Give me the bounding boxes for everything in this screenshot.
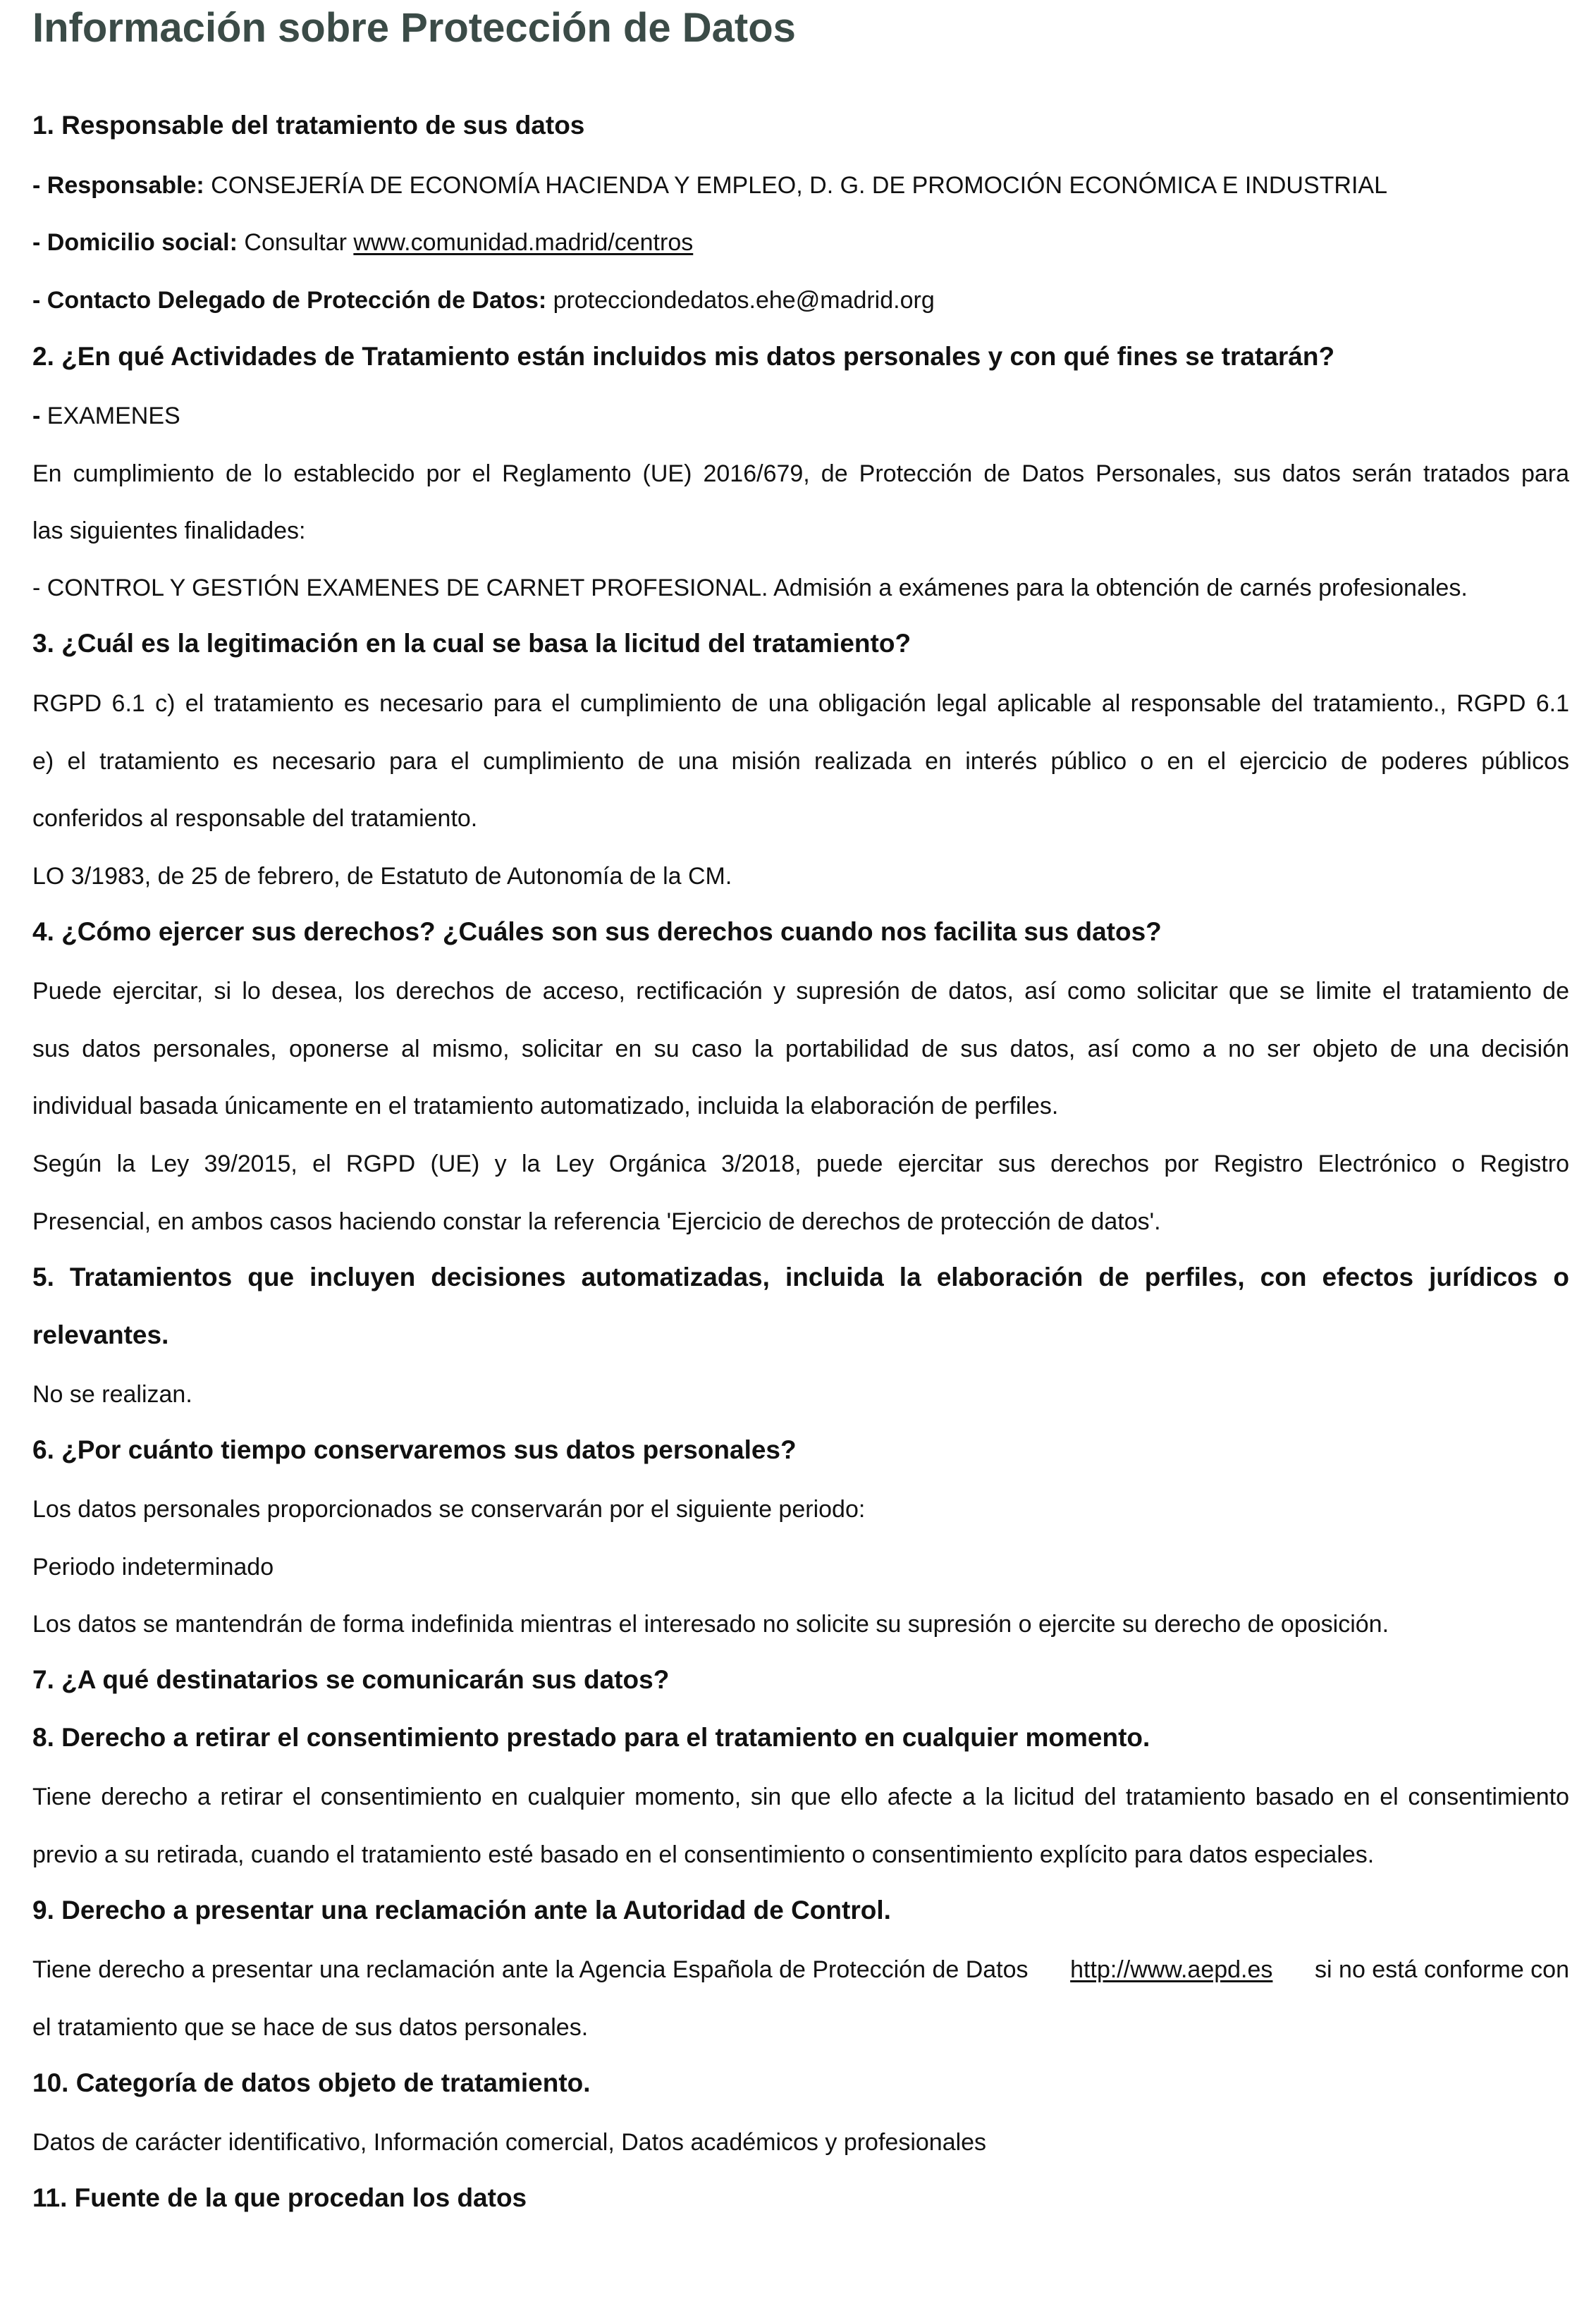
section-3-paragraph-line: conferidos al responsable del tratamiento.: [32, 805, 478, 832]
activity-name: EXAMENES: [40, 403, 180, 429]
activity-dash: -: [32, 403, 41, 429]
aepd-prefix: Tiene derecho a presentar una reclamación ante la Agencia Española de Protección de Datos: [32, 1956, 1029, 1983]
responsable-line: [32, 171, 1387, 200]
section-5-heading: relevantes.: [32, 1320, 169, 1349]
section-6-text: Los datos personales proporcionados se conservarán por el siguiente periodo:: [32, 1496, 866, 1523]
section-4-heading: 4. ¿Cómo ejercer sus derechos? ¿Cuáles son sus derechos cuando nos facilita sus datos?: [32, 917, 1162, 946]
contacto-label: - Contacto Delegado de Protección de Datos:: [32, 287, 547, 314]
section-1-heading: 1. Responsable del tratamiento de sus datos: [32, 111, 585, 140]
section-7-heading: 7. ¿A qué destinatarios se comunicarán sus datos?: [32, 1665, 670, 1694]
section-5-heading: 5. Tratamientos que incluyen decisiones automatizadas, incluida la elaboración de perfiles, con efectos jurídicos o: [32, 1263, 1569, 1291]
section-8-heading: 8. Derecho a retirar el consentimiento prestado para el tratamiento en cualquier momento.: [32, 1723, 1150, 1752]
domicilio-label: - Domicilio social:: [32, 229, 238, 256]
section-4-paragraph-line: individual basada únicamente en el tratamiento automatizado, incluida la elaboración de perfiles.: [32, 1093, 1059, 1119]
section-6-text: Los datos se mantendrán de forma indefinida mientras el interesado no solicite su supresión o ejercite su derecho de oposición.: [32, 1611, 1389, 1638]
section-10-heading: 10. Categoría de datos objeto de tratamiento.: [32, 2068, 591, 2097]
section-9-paragraph-line: [32, 1956, 1569, 1984]
section-9-paragraph-line: el tratamiento que se hace de sus datos personales.: [32, 2014, 589, 2041]
section-8-paragraph-line: Tiene derecho a retirar el consentimiento en cualquier momento, sin que ello afecte a la licitud del tratamiento basado en el consentimiento: [32, 1784, 1569, 1810]
section-5-text: No se realizan.: [32, 1381, 192, 1408]
section-2-paragraph-line: las siguientes finalidades:: [32, 517, 306, 544]
section-4-paragraph-line: Puede ejercitar, si lo desea, los derechos de acceso, rectificación y supresión de datos, así como solicitar que se limite el tratamiento de: [32, 978, 1569, 1005]
section-2-heading: 2. ¿En qué Actividades de Tratamiento están incluidos mis datos personales y con qué fines se tratarán?: [32, 342, 1335, 371]
domicilio-line: [32, 228, 693, 257]
section-3-law: LO 3/1983, de 25 de febrero, de Estatuto de Autonomía de la CM.: [32, 863, 732, 890]
section-2-purpose: - CONTROL Y GESTIÓN EXAMENES DE CARNET PROFESIONAL. Admisión a exámenes para la obtención de carnés profesionales.: [32, 575, 1468, 601]
contacto-email: protecciondedatos.ehe@madrid.org: [546, 287, 935, 314]
responsable-value: CONSEJERÍA DE ECONOMÍA HACIENDA Y EMPLEO, D. G. DE PROMOCIÓN ECONÓMICA E INDUSTRIAL: [204, 172, 1388, 199]
contacto-line: [32, 286, 935, 314]
section-11-heading: 11. Fuente de la que procedan los datos: [32, 2183, 527, 2212]
aepd-suffix: si no está conforme con: [1315, 1956, 1569, 1983]
section-4-paragraph-line: Según la Ley 39/2015, el RGPD (UE) y la Ley Orgánica 3/2018, puede ejercitar sus derechos por Registro Electrónico o Registro: [32, 1150, 1569, 1177]
responsable-label: - Responsable:: [32, 172, 204, 199]
section-3-paragraph-line: e) el tratamiento es necesario para el cumplimiento de una misión realizada en interés público o en el ejercicio de poderes públicos: [32, 748, 1569, 775]
activity-line: [32, 402, 180, 430]
section-4-paragraph-line: sus datos personales, oponerse al mismo, solicitar en su caso la portabilidad de sus datos, así como a no ser objeto de una decisión: [32, 1036, 1569, 1062]
section-6-period: Periodo indeterminado: [32, 1554, 274, 1581]
section-9-heading: 9. Derecho a presentar una reclamación ante la Autoridad de Control.: [32, 1896, 891, 1925]
section-8-paragraph-line: previo a su retirada, cuando el tratamiento esté basado en el consentimiento o consentimiento explícito para datos especiales.: [32, 1841, 1375, 1868]
section-10-text: Datos de carácter identificativo, Información comercial, Datos académicos y profesionales: [32, 2129, 987, 2156]
centros-link[interactable]: www.comunidad.madrid/centros: [353, 229, 694, 256]
aepd-link[interactable]: http://www.aepd.es: [1070, 1956, 1273, 1983]
section-3-paragraph-line: RGPD 6.1 c) el tratamiento es necesario para el cumplimiento de una obligación legal aplicable al responsable del tratamiento., RGPD 6.1: [32, 690, 1569, 717]
section-3-heading: 3. ¿Cuál es la legitimación en la cual se basa la licitud del tratamiento?: [32, 629, 911, 658]
page-title: Información sobre Protección de Datos: [32, 5, 796, 51]
section-6-heading: 6. ¿Por cuánto tiempo conservaremos sus datos personales?: [32, 1435, 797, 1464]
section-4-paragraph-line: Presencial, en ambos casos haciendo constar la referencia 'Ejercicio de derechos de protección de datos'.: [32, 1208, 1161, 1235]
section-2-paragraph-line: En cumplimiento de lo establecido por el Reglamento (UE) 2016/679, de Protección de Datos Personales, sus datos serán tratados para: [32, 460, 1569, 487]
domicilio-prefix: Consultar: [237, 229, 354, 256]
